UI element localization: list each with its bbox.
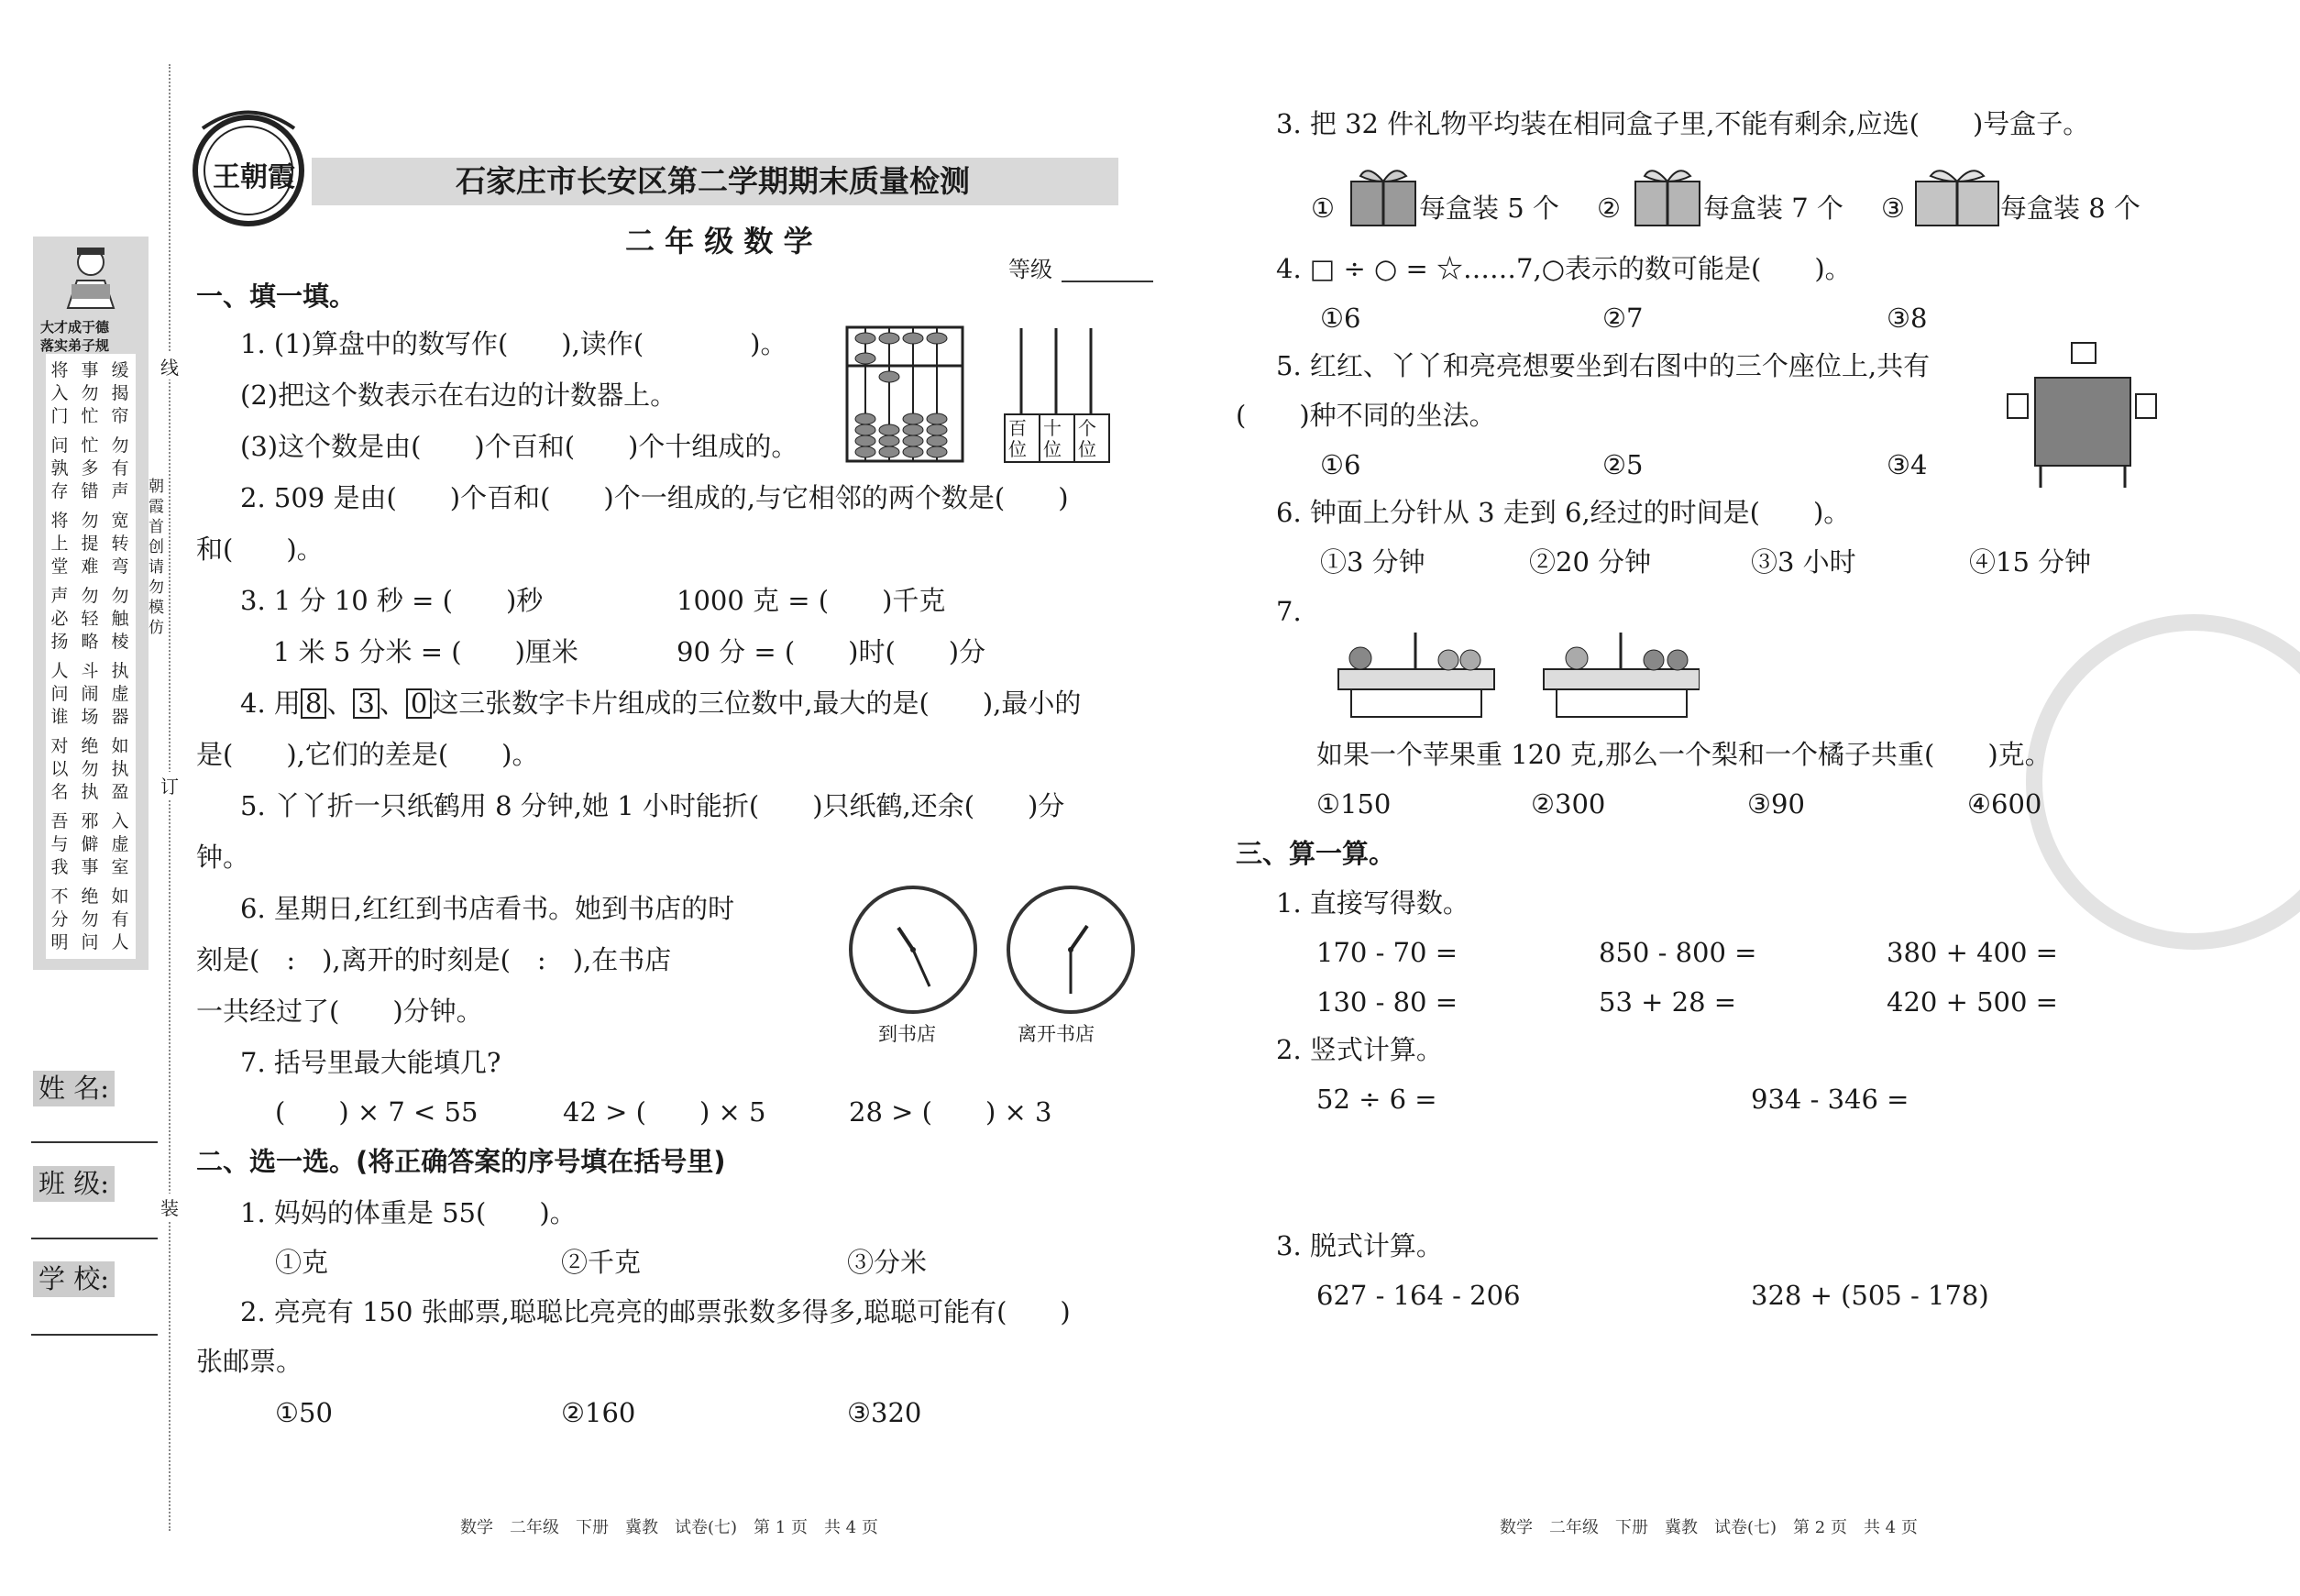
choice-4-opt-a: ①6 xyxy=(1320,303,1361,334)
choice-4: 4. □ ÷ ○ = ☆……7,○表示的数可能是( )。 xyxy=(1276,253,1852,284)
motto-col-5: 忙多错 xyxy=(81,435,99,501)
q4-line2: 是( ),它们的差是( )。 xyxy=(196,739,539,770)
choice-4-opt-c: ③8 xyxy=(1887,303,1928,334)
page-1-footer: 数学 二年级 下册 冀教 试卷(七) 第 1 页 共 4 页 xyxy=(460,1518,878,1537)
q3-item3: 1 米 5 分米 = ( )厘米 xyxy=(273,636,578,667)
motto-col-7: 将上堂 xyxy=(50,511,69,577)
motto-col-4: 问孰存 xyxy=(50,435,69,501)
calc-1-item-1: 170 - 70 = xyxy=(1316,937,1458,968)
gift-box-5-icon xyxy=(1348,161,1419,229)
q2-line1: 2. 509 是由( )个百和( )个一组成的,与它相邻的两个数是( ) xyxy=(240,482,1069,513)
q5-line1: 5. 丫丫折一只纸鹤用 8 分钟,她 1 小时能折( )只纸鹤,还余( )分 xyxy=(240,790,1065,821)
q7-item1: ( ) × 7 < 55 xyxy=(275,1096,479,1128)
clock-arrive-label: 到书店 xyxy=(878,1023,936,1045)
choice-2-line2: 张邮票。 xyxy=(196,1346,303,1377)
choice-7-opt-b: ②300 xyxy=(1531,788,1606,820)
q6-line2: 刻是( : ),离开的时刻是( : ),在书店 xyxy=(196,944,672,975)
calc-2-item-1: 52 ÷ 6 = xyxy=(1316,1084,1437,1115)
calc-3-heading: 3. 脱式计算。 xyxy=(1276,1230,1443,1261)
choice-6-opt-a: ①3 分钟 xyxy=(1320,546,1425,578)
motto-col-6: 勿有声 xyxy=(111,435,129,501)
q7-prompt: 7. 括号里最大能填几? xyxy=(240,1047,501,1078)
counter-label-hundreds: 百位 xyxy=(1008,417,1027,460)
choice-5-opt-b: ②5 xyxy=(1602,449,1644,480)
clock-leave-label: 离开书店 xyxy=(1018,1023,1095,1045)
clock-leave xyxy=(1007,886,1135,1014)
choice-6-opt-d: ④15 分钟 xyxy=(1969,546,2092,578)
abacus-figure xyxy=(845,325,964,463)
brand-logo-text: 王朝霞 xyxy=(213,161,295,193)
motto-col-15: 执虚器 xyxy=(111,661,129,727)
q3-item1: 3. 1 分 10 秒 = ( )秒 xyxy=(240,585,544,616)
calc-2-item-2: 934 - 346 = xyxy=(1751,1084,1909,1115)
name-field[interactable] xyxy=(31,1141,158,1143)
choice-3: 3. 把 32 件礼物平均装在相同盒子里,不能有剩余,应选( )号盒子。 xyxy=(1276,108,2090,139)
q3-item2: 1000 克 = ( )千克 xyxy=(677,585,946,616)
motto-col-12: 勿触棱 xyxy=(111,586,129,652)
calc-1-item-3: 380 + 400 = xyxy=(1887,937,2058,968)
choice-4-opt-b: ②7 xyxy=(1602,303,1644,334)
clock-arrive-face xyxy=(853,889,974,1010)
choice-3-opt-b-text: 每盒装 7 个 xyxy=(1703,193,1843,224)
motto-col-14: 斗闹场 xyxy=(81,661,99,727)
choice-5-line2: ( )种不同的坐法。 xyxy=(1236,400,1496,431)
choice-5-line1: 5. 红红、丫丫和亮亮想要坐到右图中的三个座位上,共有 xyxy=(1276,350,1931,381)
gift-box-8-icon xyxy=(1912,161,2002,229)
motto-col-10: 声必扬 xyxy=(50,586,69,652)
digit-card-3: 3 xyxy=(353,688,379,719)
q7-item3: 28 > ( ) × 3 xyxy=(849,1096,1052,1128)
choice-2-opt-a: ①50 xyxy=(275,1397,333,1428)
choice-7-number: 7. xyxy=(1276,596,1302,627)
choice-7-opt-d: ④600 xyxy=(1967,788,2042,820)
choice-2-opt-c: ③320 xyxy=(847,1397,922,1428)
motto-col-1: 将入门 xyxy=(50,360,69,426)
choice-1: 1. 妈妈的体重是 55( )。 xyxy=(240,1197,577,1228)
motto-top-2: 落实弟子规 xyxy=(40,337,110,354)
choice-5-opt-c: ③4 xyxy=(1887,449,1928,480)
exam-title: 石家庄市长安区第二学期期末质量检测 xyxy=(456,163,970,199)
motto-col-23: 绝勿问 xyxy=(81,886,99,952)
motto-col-24: 如有人 xyxy=(111,886,129,952)
table-seats-figure xyxy=(2004,337,2160,493)
choice-2-line1: 2. 亮亮有 150 张邮票,聪聪比亮亮的邮票张数多得多,聪聪可能有( ) xyxy=(240,1296,1071,1327)
motto-top-1: 大才成于德 xyxy=(40,319,110,336)
binding-mark-1: 线 xyxy=(160,353,179,380)
motto-col-9: 宽转弯 xyxy=(111,511,129,577)
calc-1-item-2: 850 - 800 = xyxy=(1599,937,1757,968)
q1-part3: (3)这个数是由( )个百和( )个十组成的。 xyxy=(240,431,798,462)
q4-suffix: 这三张数字卡片组成的三位数中,最大的是( ),最小的 xyxy=(432,688,1082,719)
watermark-seal xyxy=(2026,614,2300,950)
motto-col-18: 如执盈 xyxy=(111,736,129,802)
motto-col-3: 缓揭帘 xyxy=(111,360,129,426)
balance-scales-figure xyxy=(1333,623,1700,724)
choice-6: 6. 钟面上分针从 3 走到 6,经过的时间是( )。 xyxy=(1276,497,1851,528)
q1-part1: 1. (1)算盘中的数写作( ),读作( )。 xyxy=(240,328,787,359)
choice-1-opt-c: ③分米 xyxy=(847,1247,928,1278)
q7-item2: 42 > ( ) × 5 xyxy=(563,1096,766,1128)
gift-box-7-icon xyxy=(1632,161,1703,229)
calc-1-item-5: 53 + 28 = xyxy=(1599,986,1737,1018)
q4-prefix: 4. 用 xyxy=(240,688,301,719)
motto-col-17: 绝勿执 xyxy=(81,736,99,802)
choice-6-opt-c: ③3 小时 xyxy=(1751,546,1856,578)
school-label: 学 校: xyxy=(33,1261,115,1297)
motto-col-16: 对以名 xyxy=(50,736,69,802)
clock-arrive xyxy=(849,886,977,1014)
choice-7-opt-c: ③90 xyxy=(1747,788,1805,820)
q4-line1: 4. 用 8 、 3 、 0 这三张数字卡片组成的三位数中,最大的是( ),最小的 xyxy=(240,688,1082,719)
class-field[interactable] xyxy=(31,1238,158,1239)
q3-item4: 90 分 = ( )时( )分 xyxy=(677,636,986,667)
digit-card-0: 0 xyxy=(406,688,432,719)
motto-col-2: 事勿忙 xyxy=(81,360,99,426)
motto-panel xyxy=(33,237,149,970)
q6-line1: 6. 星期日,红红到书店看书。她到书店的时 xyxy=(240,893,735,924)
binding-mark-4: 装 xyxy=(160,1194,179,1220)
calc-1-item-6: 420 + 500 = xyxy=(1887,986,2058,1018)
binding-mark-2: 朝霞首创 请勿模仿 xyxy=(149,478,164,637)
choice-3-opt-a-text: 每盒装 5 个 xyxy=(1419,193,1559,224)
calc-1-heading: 1. 直接写得数。 xyxy=(1276,887,1469,919)
q1-part2: (2)把这个数表示在右边的计数器上。 xyxy=(240,380,677,411)
section-3-heading: 三、算一算。 xyxy=(1236,838,1396,869)
clock-leave-face xyxy=(1010,889,1131,1010)
motto-col-13: 人问谁 xyxy=(50,661,69,727)
section-1-heading: 一、填一填。 xyxy=(196,281,357,312)
q6-line3: 一共经过了( )分钟。 xyxy=(196,996,483,1027)
motto-col-22: 不分明 xyxy=(50,886,69,952)
page-2-footer: 数学 二年级 下册 冀教 试卷(七) 第 2 页 共 4 页 xyxy=(1500,1518,1918,1537)
choice-1-opt-b: ②千克 xyxy=(561,1247,642,1278)
school-field[interactable] xyxy=(31,1334,158,1336)
calc-3-item-1: 627 - 164 - 206 xyxy=(1316,1280,1521,1311)
calc-2-heading: 2. 竖式计算。 xyxy=(1276,1034,1443,1065)
choice-3-opt-c-text: 每盒装 8 个 xyxy=(2000,193,2140,224)
calc-3-item-2: 328 + (505 - 178) xyxy=(1751,1280,1989,1311)
section-2-heading: 二、选一选。(将正确答案的序号填在括号里) xyxy=(196,1146,726,1177)
class-label: 班 级: xyxy=(33,1166,115,1202)
q5-line2: 钟。 xyxy=(196,842,250,873)
choice-6-opt-b: ②20 分钟 xyxy=(1529,546,1652,578)
q2-line2: 和( )。 xyxy=(196,534,324,565)
choice-3-opt-a-num: ① xyxy=(1311,193,1335,224)
choice-5-opt-a: ①6 xyxy=(1320,449,1361,480)
choice-7-question: 如果一个苹果重 120 克,那么一个梨和一个橘子共重( )克。 xyxy=(1316,739,2052,770)
choice-7-opt-a: ①150 xyxy=(1316,788,1392,820)
student-reading-icon xyxy=(59,244,123,312)
choice-2-opt-b: ②160 xyxy=(561,1397,636,1428)
calc-1-item-4: 130 - 80 = xyxy=(1316,986,1458,1018)
choice-1-opt-a: ①克 xyxy=(275,1247,329,1278)
grade-field[interactable] xyxy=(1062,281,1153,282)
counter-label-tens: 十位 xyxy=(1043,417,1062,460)
digit-card-8: 8 xyxy=(301,688,326,719)
motto-col-8: 勿提难 xyxy=(81,511,99,577)
motto-col-20: 邪僻事 xyxy=(81,811,99,877)
name-label: 姓 名: xyxy=(33,1071,115,1106)
motto-col-11: 勿轻略 xyxy=(81,586,99,652)
subject-title: 二 年 级 数 学 xyxy=(625,224,813,259)
choice-3-opt-c-num: ③ xyxy=(1881,193,1905,224)
counter-label-ones: 个位 xyxy=(1078,417,1096,460)
choice-3-opt-b-num: ② xyxy=(1597,193,1621,224)
motto-col-21: 入虚室 xyxy=(111,811,129,877)
motto-col-19: 吾与我 xyxy=(50,811,69,877)
grade-label: 等级 xyxy=(1008,257,1052,282)
binding-mark-3: 订 xyxy=(160,772,179,798)
motto-grid xyxy=(46,354,136,959)
